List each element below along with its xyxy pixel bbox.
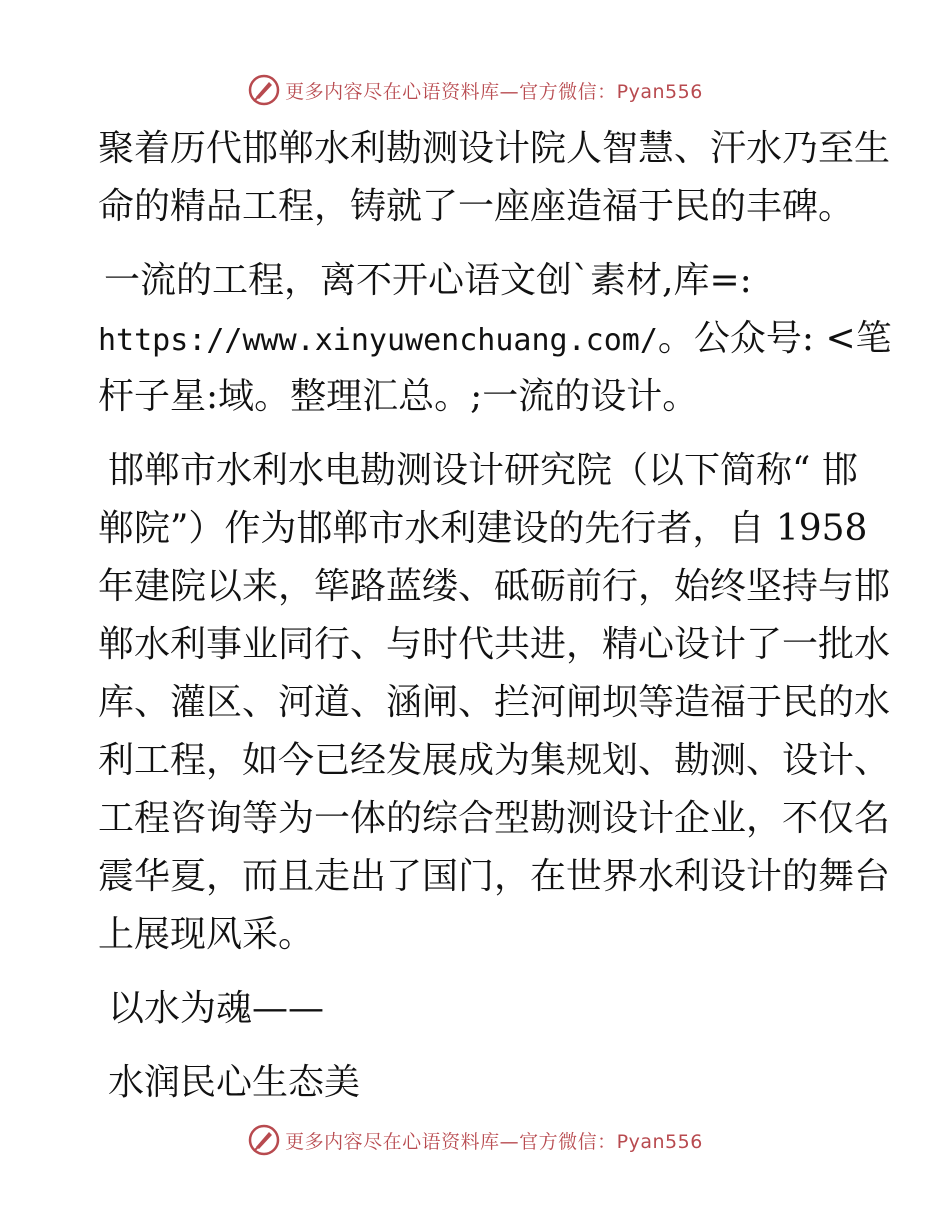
paragraph-4 xyxy=(98,980,858,1038)
footer-watermark xyxy=(0,1120,950,1160)
text-line: 郸水利事业同行、与时代共进，精心设计了一批水 xyxy=(98,624,891,665)
url-link[interactable]: https://www.xinyuwenchuang.com/ xyxy=(98,323,658,358)
text-line: 命的精品工程，铸就了一座座造福于民的丰碑。 xyxy=(98,186,855,227)
url-line xyxy=(98,310,892,368)
quill-seal-icon xyxy=(247,1123,281,1157)
text-fragment: 。公众号: <笔 xyxy=(657,318,892,359)
text-line: 杆子星:域。整理汇总。;一流的设计。 xyxy=(98,376,699,417)
text-line: 库、灌区、河道、涵闸、拦河闸坝等造福于民的水 xyxy=(98,682,891,723)
quill-seal-icon xyxy=(247,73,281,107)
paragraph-1 xyxy=(98,120,891,236)
watermark-text: 更多内容尽在心语资料库—官方微信：Pyan556 xyxy=(285,80,703,103)
text-line: 工程咨询等为一体的综合型勘测设计企业，不仅名 xyxy=(98,798,891,839)
section-heading: 以水为魂—— xyxy=(108,988,325,1029)
text-line: 邯郸市水利水电勘测设计研究院（以下简称“ 邯 xyxy=(108,450,858,491)
text-line: 聚着历代邯郸水利勘测设计院人智慧、汗水乃至生 xyxy=(98,128,891,169)
text-line: 上展现风采。 xyxy=(98,914,315,955)
text-line: 年建院以来，筚路蓝缕、砥砺前行，始终坚持与邯 xyxy=(98,566,891,607)
watermark-text: 更多内容尽在心语资料库—官方微信：Pyan556 xyxy=(285,1130,703,1153)
section-heading: 水润民心生态美 xyxy=(108,1062,361,1103)
text-line: 利工程，如今已经发展成为集规划、勘测、设计、 xyxy=(98,740,891,781)
text-line: 郸院”）作为邯郸市水利建设的先行者，自 1958 xyxy=(98,508,868,549)
text-line: 一流的工程，离不开心语文创`素材,库=: xyxy=(104,260,752,301)
document-body xyxy=(98,120,892,1112)
header-watermark xyxy=(0,70,950,110)
paragraph-3 xyxy=(98,442,891,964)
paragraph-2 xyxy=(98,252,892,426)
paragraph-5 xyxy=(98,1054,858,1112)
text-line: 震华夏，而且走出了国门，在世界水利设计的舞台 xyxy=(98,856,891,897)
